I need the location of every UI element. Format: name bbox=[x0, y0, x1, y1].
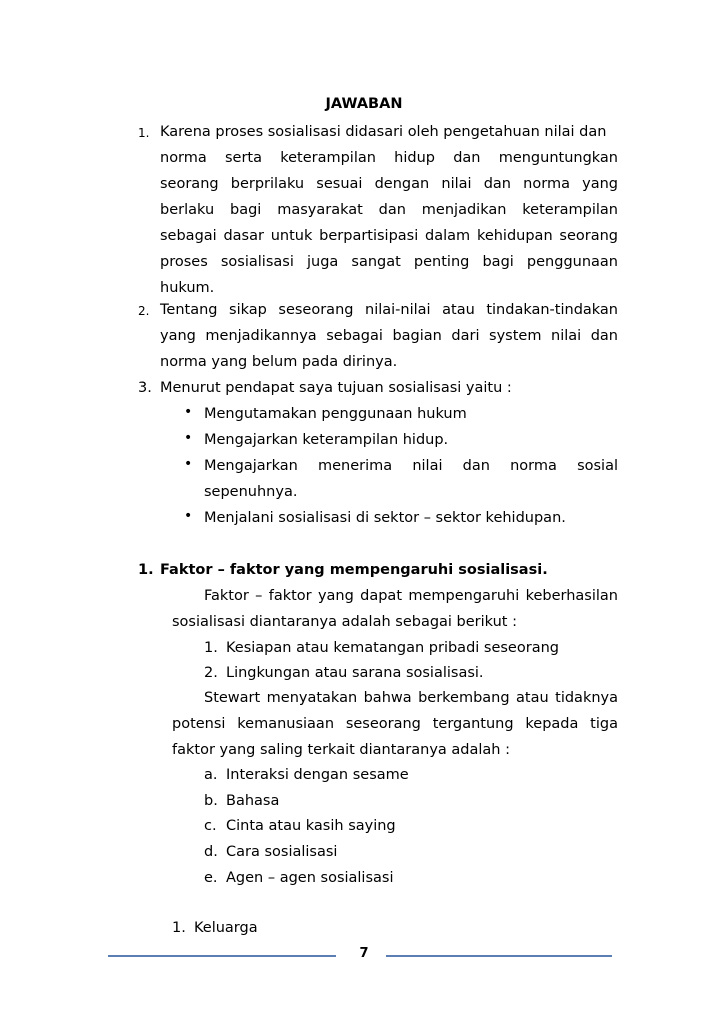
numbered-item-1-n: 1. bbox=[204, 640, 218, 656]
footer-rule-right bbox=[386, 955, 612, 957]
bullet-icon: • bbox=[184, 404, 193, 420]
lettered-item-e: Agen – agen sosialisasi bbox=[226, 870, 394, 886]
answer-2-line-2: yang menjadikannya sebagai bagian dari system nilai dan bbox=[160, 328, 618, 344]
lettered-item-a-n: a. bbox=[204, 767, 218, 783]
page-heading: JAWABAN bbox=[325, 96, 403, 112]
bullet-icon: • bbox=[184, 430, 193, 446]
lettered-item-a: Interaksi dengan sesame bbox=[226, 767, 409, 783]
numbered-item-2-n: 2. bbox=[204, 665, 218, 681]
answer-2-line-1: Tentang sikap seseorang nilai-nilai atau tindakan-tindakan bbox=[160, 302, 618, 318]
section-para1-line-2: sosialisasi diantaranya adalah sebagai berikut : bbox=[172, 614, 517, 630]
answer-1-line-1: Karena proses sosialisasi didasari oleh pengetahuan nilai dan bbox=[160, 124, 607, 140]
answer-1-line-6: proses sosialisasi juga sangat penting bagi penggunaan bbox=[160, 254, 618, 270]
answer-1-line-5: sebagai dasar untuk berpartisipasi dalam kehidupan seorang bbox=[160, 228, 618, 244]
answer-3-number: 3. bbox=[138, 380, 152, 396]
answer-1-line-2: norma serta keterampilan hidup dan menguntungkan bbox=[160, 150, 618, 166]
bullet-item-4: Menjalani sosialisasi di sektor – sektor kehidupan. bbox=[204, 510, 566, 526]
lettered-item-d: Cara sosialisasi bbox=[226, 844, 338, 860]
lettered-item-e-n: e. bbox=[204, 870, 218, 886]
bullet-icon: • bbox=[184, 456, 193, 472]
sub-item-label: Keluarga bbox=[194, 920, 258, 936]
answer-2-line-3: norma yang belum pada dirinya. bbox=[160, 354, 398, 370]
lettered-item-c: Cinta atau kasih saying bbox=[226, 818, 396, 834]
section-para2-line-1: Stewart menyatakan bahwa berkembang atau tidaknya bbox=[204, 690, 618, 706]
section-para2-line-3: faktor yang saling terkait diantaranya adalah : bbox=[172, 742, 510, 758]
lettered-item-b: Bahasa bbox=[226, 793, 280, 809]
lettered-item-c-n: c. bbox=[204, 818, 217, 834]
bullet-item-2: Mengajarkan keterampilan hidup. bbox=[204, 432, 449, 448]
section-para2-line-2: potensi kemanusiaan seseorang tergantung kepada tiga bbox=[172, 716, 618, 732]
answer-1-line-7: hukum. bbox=[160, 280, 215, 296]
sub-item-number: 1. bbox=[172, 920, 186, 936]
numbered-item-1: Kesiapan atau kematangan pribadi seseorang bbox=[226, 640, 559, 656]
bullet-item-3-line-1: Mengajarkan menerima nilai dan norma sosial bbox=[204, 458, 618, 474]
bullet-item-3-line-2: sepenuhnya. bbox=[204, 484, 298, 500]
answer-1-line-4: berlaku bagi masyarakat dan menjadikan keterampilan bbox=[160, 202, 618, 218]
section-para1-line-1: Faktor – faktor yang dapat mempengaruhi keberhasilan bbox=[204, 588, 618, 604]
page-number: 7 bbox=[359, 946, 369, 961]
answer-1-number: 1. bbox=[138, 126, 150, 140]
answer-3-line-1: Menurut pendapat saya tujuan sosialisasi yaitu : bbox=[160, 380, 512, 396]
bullet-item-1: Mengutamakan penggunaan hukum bbox=[204, 406, 467, 422]
bullet-icon: • bbox=[184, 508, 193, 524]
section-title: Faktor – faktor yang mempengaruhi sosialisasi. bbox=[160, 562, 548, 578]
answer-2-number: 2. bbox=[138, 304, 150, 318]
lettered-item-d-n: d. bbox=[204, 844, 218, 860]
answer-1-line-3: seorang berprilaku sesuai dengan nilai dan norma yang bbox=[160, 176, 618, 192]
section-number: 1. bbox=[138, 562, 154, 578]
lettered-item-b-n: b. bbox=[204, 793, 218, 809]
numbered-item-2: Lingkungan atau sarana sosialisasi. bbox=[226, 665, 484, 681]
